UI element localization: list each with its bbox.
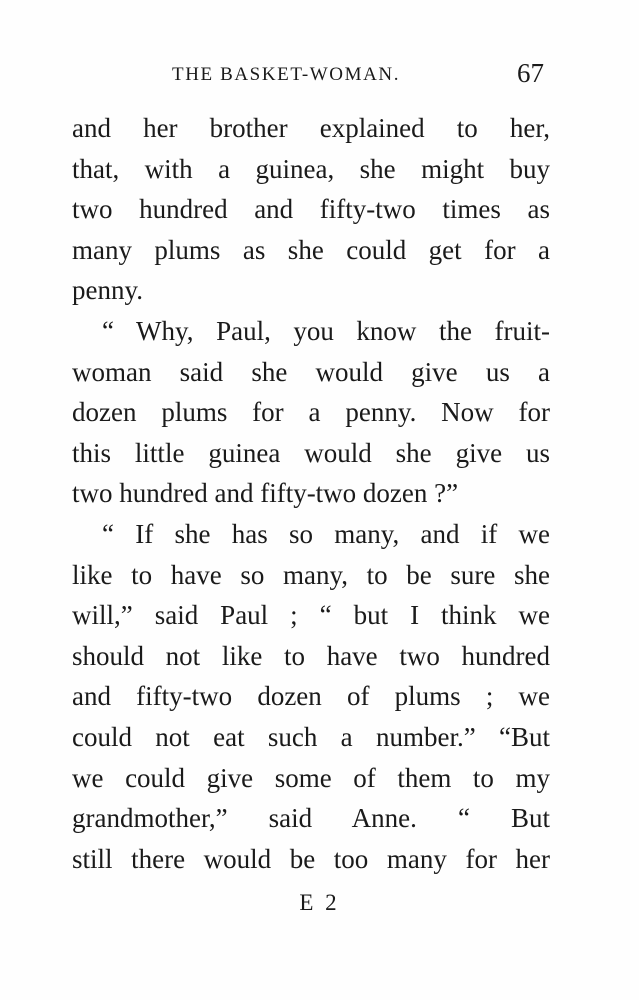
text-line: and fifty-two dozen of plums ; we bbox=[72, 681, 550, 712]
text-line: that, with a guinea, she might buy bbox=[72, 153, 550, 184]
running-head bbox=[72, 58, 550, 90]
signature-mark: E 2 bbox=[299, 890, 340, 915]
text-line: dozen plums for a penny. Now for bbox=[72, 397, 550, 428]
text-line: this little guinea would she give us bbox=[72, 437, 550, 468]
text-line: many plums as she could get for a bbox=[72, 234, 550, 265]
text-line: woman said she would give us a bbox=[72, 356, 550, 387]
text-line: will,” said Paul ; “ but I think we bbox=[72, 600, 550, 631]
text-line: and her brother explained to her, bbox=[72, 113, 550, 143]
body-text bbox=[72, 108, 550, 879]
text-line: “ If she has so many, and if we bbox=[102, 518, 550, 549]
running-title: THE BASKET-WOMAN. bbox=[172, 64, 401, 85]
text-line: should not like to have two hundred bbox=[72, 640, 550, 671]
text-line: “ Why, Paul, you know the fruit- bbox=[102, 315, 550, 346]
text-line: could not eat such a number.” “But bbox=[72, 721, 550, 752]
text-line: two hundred and fifty-two times as bbox=[72, 194, 550, 225]
page-number: 67 bbox=[517, 58, 544, 88]
text-line: still there would be too many for her bbox=[72, 843, 550, 874]
text-line: two hundred and fifty-two dozen ?” bbox=[72, 478, 459, 509]
text-line: we could give some of them to my bbox=[72, 762, 550, 793]
text-line: penny. bbox=[72, 275, 143, 306]
text-line: like to have so many, to be sure she bbox=[72, 559, 550, 590]
text-line: grandmother,” said Anne. “ But bbox=[72, 803, 550, 834]
